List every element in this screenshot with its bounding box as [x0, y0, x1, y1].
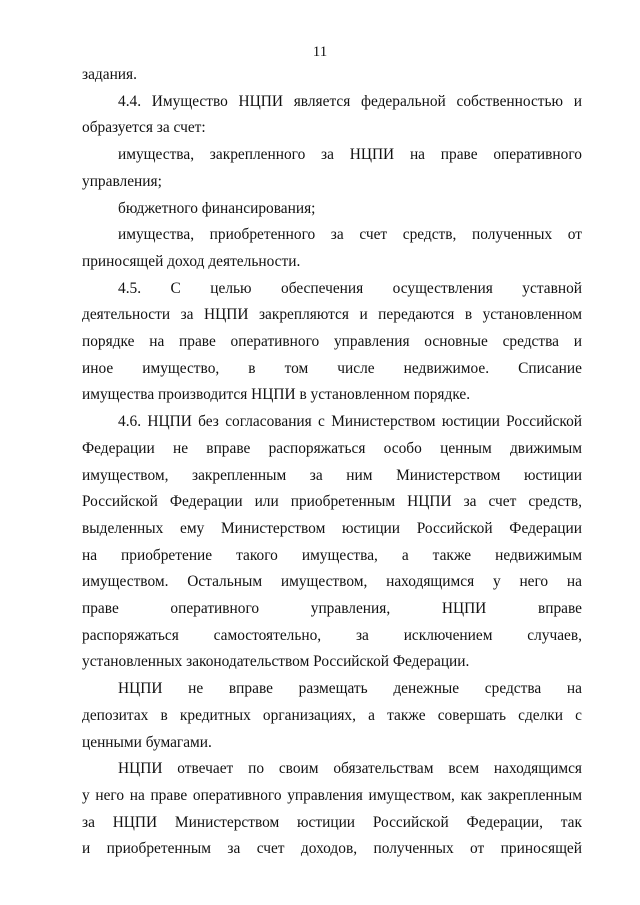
text-line: имущества, приобретенного за счет средств, полученных от	[118, 226, 582, 244]
text-line: у него на праве оперативного управления имуществом, как закрепленным	[82, 786, 582, 804]
text-line: имуществом, закрепленным за ним Министерством юстиции	[82, 466, 582, 484]
text-line: НЦПИ отвечает по своим обязательствам всем находящимся	[118, 760, 582, 778]
text-line: имуществом. Остальным имуществом, находящимся у него на	[82, 573, 582, 591]
text-line: НЦПИ не вправе размещать денежные средства на	[118, 680, 582, 698]
text-line: депозитах в кредитных организациях, а также совершать сделки с	[82, 706, 582, 724]
text-line: задания.	[82, 66, 137, 83]
page-number: 11	[312, 44, 328, 60]
text-line: Российской Федерации или приобретенным НЦПИ за счет средств,	[82, 493, 582, 511]
text-line: управления;	[82, 172, 162, 190]
text-line: ценными бумагами.	[82, 733, 212, 751]
text-line: за НЦПИ Министерством юстиции Российской Федерации, так	[82, 813, 582, 831]
text-line: деятельности за НЦПИ закрепляются и передаются в установленном	[82, 306, 582, 324]
text-line: на приобретение такого имущества, а также недвижимым	[82, 546, 582, 564]
document-body	[82, 62, 582, 863]
text-line: приносящей доход деятельности.	[82, 252, 301, 270]
text-line: иное имущество, в том числе недвижимое. Списание	[82, 359, 582, 377]
text-line: 4.4. Имущество НЦПИ является федеральной собственностью и	[118, 92, 582, 110]
text-line: 4.5. С целью обеспечения осуществления уставной	[118, 279, 582, 297]
text-line: бюджетного финансирования;	[118, 199, 316, 217]
text-line: и приобретенным за счет доходов, полученных от приносящей	[82, 840, 582, 858]
text-line: Федерации не вправе распоряжаться особо ценным движимым	[82, 439, 582, 457]
text-line: праве оперативного управления, НЦПИ вправе	[82, 600, 582, 618]
text-line: установленных законодательством Российской Федерации.	[82, 653, 470, 671]
text-line: 4.6. НЦПИ без согласования с Министерством юстиции Российской	[118, 413, 582, 431]
text-line: порядке на праве оперативного управления основные средства и	[82, 333, 582, 351]
text-line: распоряжаться самостоятельно, за исключением случаев,	[82, 626, 582, 644]
text-line: имущества, закрепленного за НЦПИ на праве оперативного	[118, 146, 582, 164]
text-line: образуется за счет:	[82, 119, 206, 137]
text-line: имущества производится НЦПИ в установленном порядке.	[82, 386, 471, 404]
text-line: выделенных ему Министерством юстиции Российской Федерации	[82, 519, 582, 537]
